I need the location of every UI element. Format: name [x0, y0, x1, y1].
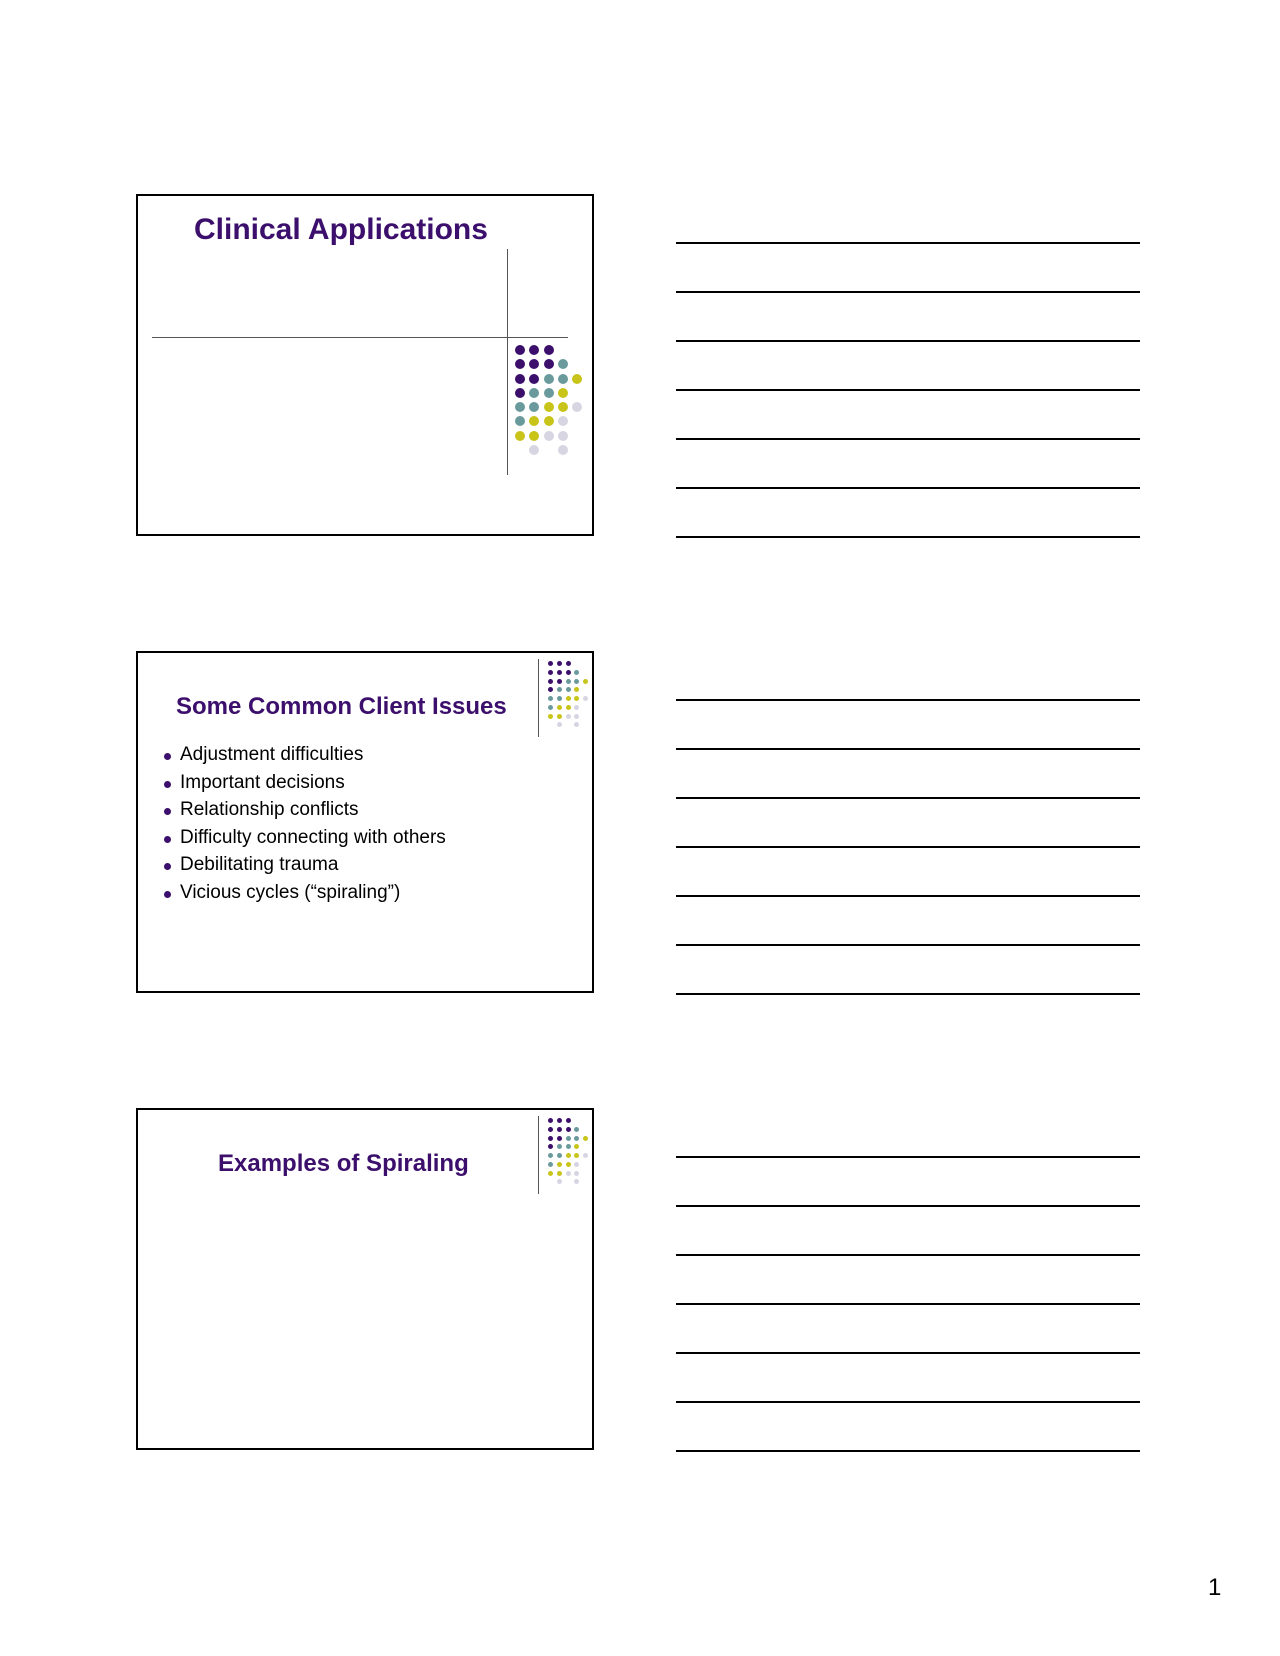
slide-3-title: Examples of Spiraling [218, 1150, 469, 1177]
notes-line [676, 1254, 1140, 1256]
notes-line [676, 242, 1140, 244]
decorative-dot [566, 1162, 571, 1167]
bullet-item: Debilitating trauma [162, 851, 446, 879]
decorative-dot [544, 345, 554, 355]
decorative-dot [558, 345, 568, 355]
decorative-dot [574, 722, 579, 727]
decorative-dot [583, 722, 588, 727]
decorative-dot [557, 1118, 562, 1123]
decorative-dot [574, 679, 579, 684]
decorative-dot [566, 1136, 571, 1141]
decorative-dot [529, 374, 539, 384]
decorative-dot [574, 1162, 579, 1167]
decorative-dot [557, 679, 562, 684]
decorative-dot [574, 714, 579, 719]
notes-line [676, 340, 1140, 342]
decorative-dot [572, 359, 582, 369]
decorative-dot [574, 687, 579, 692]
notes-line [676, 944, 1140, 946]
slide-1-title: Clinical Applications [194, 213, 488, 246]
decorative-dot [572, 445, 582, 455]
bullet-item: Important decisions [162, 769, 446, 797]
slide-2-vertical-divider [538, 659, 539, 737]
decorative-dot [515, 445, 525, 455]
decorative-dot [566, 670, 571, 675]
decorative-dot [574, 670, 579, 675]
slide-1-vertical-divider [507, 249, 508, 475]
decorative-dot [548, 705, 553, 710]
decorative-dot [583, 1136, 588, 1141]
decorative-dot [548, 679, 553, 684]
slide-3-vertical-divider [538, 1116, 539, 1194]
decorative-dot [574, 1144, 579, 1149]
decorative-dot [583, 1179, 588, 1184]
decorative-dot [583, 1127, 588, 1132]
decorative-dot [557, 705, 562, 710]
slide-2-title: Some Common Client Issues [176, 693, 507, 720]
decorative-dot [515, 388, 525, 398]
decorative-dot [583, 1118, 588, 1123]
decorative-dot [548, 1144, 553, 1149]
decorative-dot [574, 1179, 579, 1184]
notes-line [676, 1205, 1140, 1207]
decorative-dot [558, 445, 568, 455]
decorative-dot [548, 1136, 553, 1141]
decorative-dot [544, 445, 554, 455]
notes-line [676, 1303, 1140, 1305]
decorative-dot [558, 388, 568, 398]
notes-line [676, 487, 1140, 489]
decorative-dot [529, 345, 539, 355]
decorative-dot [583, 661, 588, 666]
decorative-dot [583, 1153, 588, 1158]
decorative-dot [548, 1171, 553, 1176]
notes-line [676, 1352, 1140, 1354]
decorative-dot [574, 661, 579, 666]
decorative-dot [558, 416, 568, 426]
notes-line [676, 389, 1140, 391]
decorative-dot [583, 714, 588, 719]
decorative-dot [574, 1127, 579, 1132]
decorative-dot [566, 687, 571, 692]
decorative-dot [566, 696, 571, 701]
decorative-dot [574, 1118, 579, 1123]
notes-line [676, 1450, 1140, 1452]
decorative-dot [583, 679, 588, 684]
decorative-dot [548, 1127, 553, 1132]
decorative-dot [557, 1127, 562, 1132]
decorative-dot [529, 416, 539, 426]
decorative-dot [544, 431, 554, 441]
decorative-dot [529, 359, 539, 369]
decorative-dot [529, 402, 539, 412]
notes-line [676, 536, 1140, 538]
decorative-dot [515, 359, 525, 369]
decorative-dot [557, 670, 562, 675]
decorative-dot [572, 374, 582, 384]
decorative-dot [548, 696, 553, 701]
decorative-dot [583, 696, 588, 701]
decorative-dot [529, 431, 539, 441]
decorative-dot [557, 1153, 562, 1158]
decorative-dot [515, 431, 525, 441]
decorative-dot [558, 431, 568, 441]
decorative-dot [566, 661, 571, 666]
slide-1-horizontal-divider [152, 337, 568, 338]
bullet-item: Relationship conflicts [162, 796, 446, 824]
decorative-dot [548, 1118, 553, 1123]
decorative-dot [566, 1127, 571, 1132]
decorative-dot [583, 670, 588, 675]
decorative-dot [548, 1162, 553, 1167]
bullet-item: Difficulty connecting with others [162, 824, 446, 852]
decorative-dot [572, 402, 582, 412]
slide-1 [136, 194, 594, 536]
decorative-dot [557, 714, 562, 719]
decorative-dot [566, 1179, 571, 1184]
notes-line [676, 1401, 1140, 1403]
notes-line [676, 1156, 1140, 1158]
decorative-dot [566, 1153, 571, 1158]
decorative-dot [566, 705, 571, 710]
notes-line [676, 438, 1140, 440]
decorative-dot [548, 1179, 553, 1184]
decorative-dot [583, 1162, 588, 1167]
decorative-dot [574, 1171, 579, 1176]
notes-line [676, 846, 1140, 848]
decorative-dot [558, 374, 568, 384]
decorative-dot [557, 696, 562, 701]
decorative-dot [574, 1153, 579, 1158]
decorative-dot [583, 1171, 588, 1176]
decorative-dot [544, 416, 554, 426]
decorative-dot [558, 402, 568, 412]
decorative-dot [515, 402, 525, 412]
decorative-dot [557, 1171, 562, 1176]
decorative-dot [557, 722, 562, 727]
slide-2 [136, 651, 594, 993]
decorative-dot [574, 1136, 579, 1141]
decorative-dot [548, 722, 553, 727]
decorative-dot [557, 1136, 562, 1141]
decorative-dot [566, 1171, 571, 1176]
decorative-dot [544, 388, 554, 398]
decorative-dot [548, 661, 553, 666]
decorative-dot [548, 1153, 553, 1158]
decorative-dot [557, 661, 562, 666]
decorative-dot [557, 1144, 562, 1149]
decorative-dot [566, 722, 571, 727]
decorative-dot [557, 687, 562, 692]
decorative-dot [544, 374, 554, 384]
notes-line [676, 699, 1140, 701]
decorative-dot [515, 345, 525, 355]
decorative-dot [574, 696, 579, 701]
decorative-dot [572, 388, 582, 398]
decorative-dot [548, 670, 553, 675]
decorative-dot [558, 359, 568, 369]
decorative-dot [544, 402, 554, 412]
slide-1-dot-decoration [515, 345, 582, 455]
decorative-dot [557, 1162, 562, 1167]
slide-3-dot-decoration [548, 1118, 588, 1184]
decorative-dot [583, 705, 588, 710]
bullet-item: Adjustment difficulties [162, 741, 446, 769]
bullet-item: Vicious cycles (“spiraling”) [162, 879, 446, 907]
decorative-dot [548, 714, 553, 719]
slide-2-dot-decoration [548, 661, 588, 727]
decorative-dot [572, 431, 582, 441]
notes-line [676, 993, 1140, 995]
decorative-dot [557, 1179, 562, 1184]
decorative-dot [572, 416, 582, 426]
slide-2-bullet-list [162, 741, 446, 906]
decorative-dot [529, 445, 539, 455]
decorative-dot [544, 359, 554, 369]
decorative-dot [583, 687, 588, 692]
decorative-dot [548, 687, 553, 692]
decorative-dot [529, 388, 539, 398]
notes-line [676, 797, 1140, 799]
decorative-dot [572, 345, 582, 355]
decorative-dot [574, 705, 579, 710]
decorative-dot [515, 416, 525, 426]
notes-line [676, 291, 1140, 293]
notes-line [676, 895, 1140, 897]
slide-3 [136, 1108, 594, 1450]
decorative-dot [566, 1118, 571, 1123]
decorative-dot [583, 1144, 588, 1149]
decorative-dot [566, 714, 571, 719]
page-number: 1 [1208, 1574, 1222, 1601]
decorative-dot [566, 679, 571, 684]
decorative-dot [515, 374, 525, 384]
decorative-dot [566, 1144, 571, 1149]
notes-line [676, 748, 1140, 750]
